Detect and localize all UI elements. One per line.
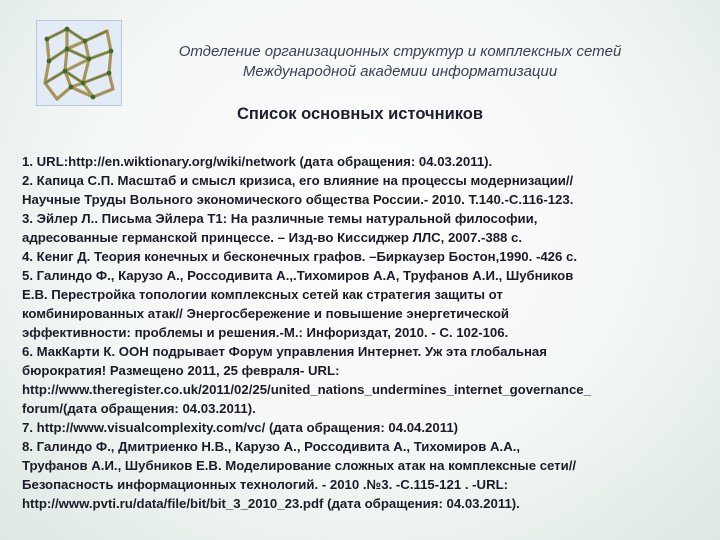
- reference-line: Научные Труды Вольного экономического общества России.- 2010. Т.140.-С.116-123.: [22, 192, 574, 207]
- reference-line: http://www.pvti.ru/data/file/bit/bit_3_2010_23.pdf (дата обращения: 04.03.2011).: [22, 496, 520, 511]
- reference-line: forum/(дата обращения: 04.03.2011).: [22, 401, 256, 416]
- reference-line: 4. Кениг Д. Теория конечных и бесконечных графов. –Биркаузер Бостон,1990. -426 с.: [22, 249, 578, 264]
- reference-line: адресованные германской принцессе. – Изд-во Киссиджер ЛЛС, 2007.-388 с.: [22, 230, 523, 245]
- reference-line: 2. Капица С.П. Масштаб и смысл кризиса, его влияние на процессы модернизации//: [22, 173, 574, 188]
- reference-line: Е.В. Перестройка топологии комплексных сетей как стратегия защиты от: [22, 287, 503, 302]
- references-list: [22, 152, 712, 513]
- reference-line: бюрократия! Размещено 2011, 25 февраля- URL:: [22, 363, 340, 378]
- reference-line: 5. Галиндо Ф., Карузо А., Россодивита А.,.Тихомиров А.А, Труфанов А.И., Шубников: [22, 268, 574, 283]
- reference-line: Безопасность информационных технологий. - 2010 .№3. -С.115-121 . -URL:: [22, 477, 509, 492]
- header-line-2: Международной академии информатизации: [242, 63, 558, 80]
- reference-line: http://www.theregister.co.uk/2011/02/25/united_nations_undermines_internet_governance_: [22, 382, 591, 397]
- reference-line: эффективности: проблемы и решения.-М.: Инфориздат, 2010. - С. 102-106.: [22, 325, 509, 340]
- organization-header: [150, 42, 650, 82]
- reference-line: комбинированных атак// Энергосбережение и повышение энергетической: [22, 306, 510, 321]
- reference-line: Труфанов А.И., Шубников Е.В. Моделирование сложных атак на комплексные сети//: [22, 458, 577, 473]
- reference-line: 6. МакКарти К. ООН подрывает Форум управления Интернет. Уж эта глобальная: [22, 344, 547, 359]
- reference-line: 7. http://www.visualcomplexity.com/vc/ (дата обращения: 04.04.2011): [22, 420, 459, 435]
- page-title: Список основных источников: [237, 105, 483, 123]
- network-graph-icon: [37, 21, 121, 105]
- header-line-1: Отделение организационных структур и комплексных сетей: [178, 43, 622, 60]
- network-logo: [36, 20, 122, 106]
- reference-line: 3. Эйлер Л.. Письма Эйлера Т1: На различные темы натуральной философии,: [22, 211, 538, 226]
- reference-line: 1. URL:http://en.wiktionary.org/wiki/network (дата обращения: 04.03.2011).: [22, 154, 493, 169]
- reference-line: 8. Галиндо Ф., Дмитриенко Н.В., Карузо А., Россодивита А., Тихомиров А.А.,: [22, 439, 521, 454]
